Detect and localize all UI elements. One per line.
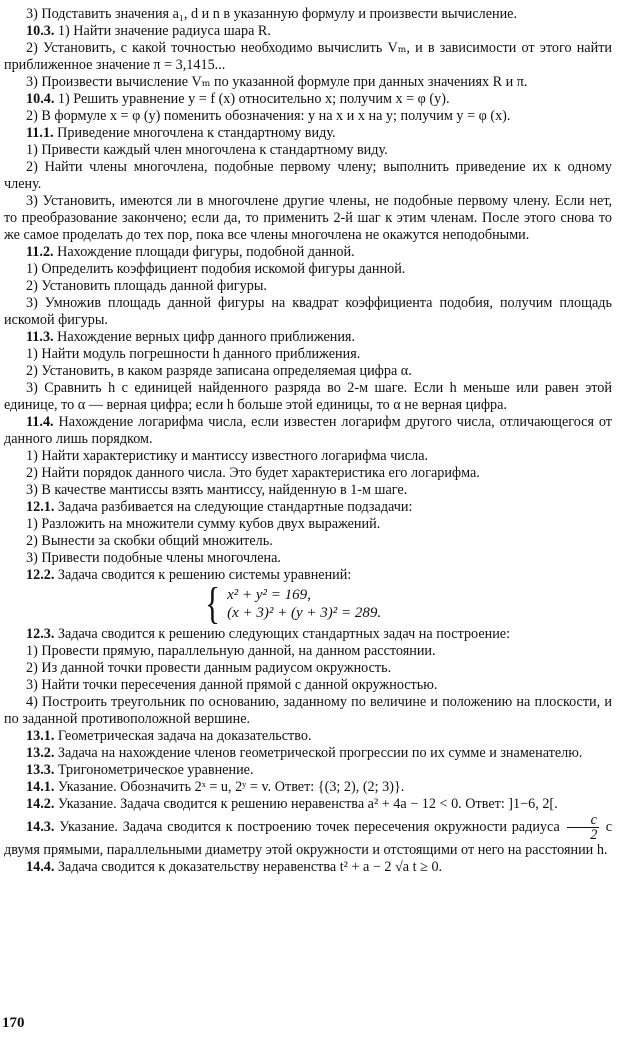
paragraph (4, 23, 612, 40)
paragraph-text: Указание. Задача сводится к построению точек пересечения окружности радиуса (59, 818, 560, 835)
paragraph-number: 10.4. (26, 91, 55, 107)
paragraph-number: 14.1. (26, 779, 55, 795)
paragraph-number: 14.3. (26, 818, 55, 835)
paragraph-number: 12.3. (26, 626, 55, 642)
paragraph (4, 380, 612, 414)
paragraph-14-4 (4, 859, 612, 876)
paragraph (4, 677, 612, 694)
paragraph (4, 346, 612, 363)
paragraph (4, 482, 612, 499)
paragraph (4, 108, 612, 125)
paragraph (4, 91, 612, 108)
paragraph-text: 1) Решить уравнение y = f (x) относительно x; получим x = φ (y). (57, 91, 450, 107)
paragraph-number: 11.4. (26, 414, 54, 430)
text-block-1 (4, 6, 612, 584)
paragraph (4, 278, 612, 295)
paragraph-text: 4) Построить треугольник по основанию, заданному по величине и положению на плоскости, и по заданной противоположной вершине. (4, 694, 612, 727)
paragraph (4, 694, 612, 728)
paragraph-number: 14.2. (26, 796, 55, 812)
paragraph (4, 550, 612, 567)
fraction-numerator: c (567, 813, 599, 828)
paragraph-number: 10.3. (26, 23, 55, 39)
paragraph-number: 13.1. (26, 728, 55, 744)
paragraph (4, 6, 612, 23)
paragraph (4, 643, 612, 660)
paragraph (4, 159, 612, 193)
paragraph-text: 2) Установить площадь данной фигуры. (26, 278, 267, 294)
paragraph-text: Тригонометрическое уравнение. (57, 762, 254, 778)
paragraph-text: 3) Произвести вычисление Vₘ по указанной формуле при данных значениях R и π. (26, 74, 528, 90)
paragraph (4, 533, 612, 550)
paragraph-text: с двумя прямыми, параллельными диаметру этой окружности и отстоящими от него на расстоянии h. (4, 818, 613, 858)
paragraph-text: 1) Определить коэффициент подобия искомой фигуры данной. (26, 261, 406, 277)
paragraph-number: 12.1. (26, 499, 55, 515)
paragraph-number: 13.3. (26, 762, 55, 778)
paragraph-text: 3) Установить, имеются ли в многочлене другие члены, не подобные первому члену. Если нет, то преобразование закончено; если да, то применить 2-й шаг к этим членам. После этого снова то же самое проделать до тех пор, пока все члены многочлена не окажутся неподобными. (4, 193, 612, 243)
paragraph (4, 796, 612, 813)
paragraph-text: 3) Умножив площадь данной фигуры на квадрат коэффициента подобия, получим площадь искомой фигуры. (4, 295, 612, 328)
paragraph-number: 13.2. (26, 745, 55, 761)
paragraph-text: 1) Найти характеристику и мантиссу известного логарифма числа. (26, 448, 429, 464)
equation-system (202, 579, 612, 628)
paragraph (4, 193, 612, 244)
paragraph-text: 3) В качестве мантиссы взять мантиссу, найденную в 1-м шаге. (26, 482, 408, 498)
equation-line-2: (x + 3)² + (y + 3)² = 289. (227, 605, 382, 621)
paragraph (4, 762, 612, 779)
paragraph-text: 1) Привести каждый член многочлена к стандартному виду. (26, 142, 388, 158)
fraction (567, 813, 599, 842)
paragraph (4, 465, 612, 482)
paragraph-number: 14.4. (26, 859, 55, 875)
paragraph (4, 745, 612, 762)
paragraph (4, 125, 612, 142)
equation-line-1: x² + y² = 169, (227, 587, 311, 603)
paragraph-text: Задача сводится к решению системы уравнений: (57, 567, 352, 583)
paragraph-text: Нахождение логарифма числа, если известен логарифм другого числа, отличающегося от данного лишь порядком. (4, 414, 612, 447)
paragraph-text: 1) Провести прямую, параллельную данной, на данном расстоянии. (26, 643, 436, 659)
paragraph-text: 2) Найти члены многочлена, подобные первому члену; выполнить приведение их к одному члену. (4, 159, 612, 192)
paragraph-text: 1) Найти модуль погрешности h данного приближения. (26, 346, 361, 362)
paragraph (4, 567, 612, 584)
paragraph-text: 2) Вынести за скобки общий множитель. (26, 533, 273, 549)
paragraph-text: Задача разбивается на следующие стандартные подзадачи: (57, 499, 413, 515)
paragraph-text: 2) Найти порядок данного числа. Это будет характеристика его логарифма. (26, 465, 480, 481)
paragraph-14-3 (4, 813, 612, 859)
paragraph-text: Нахождение верных цифр данного приближения. (57, 329, 356, 345)
fraction-denominator: 2 (590, 827, 598, 843)
paragraph-text: Указание. Обозначить 2ˣ = u, 2ʸ = v. Ответ: {(3; 2), (2; 3)}. (57, 779, 405, 795)
paragraph (4, 40, 612, 74)
paragraph (4, 363, 612, 380)
paragraph-text: Указание. Задача сводится к решению неравенства a² + 4a − 12 < 0. Ответ: ]1−6, 2[. (57, 796, 558, 812)
paragraph-text: Задача сводится к решению следующих стандартных задач на построение: (57, 626, 511, 642)
paragraph (4, 261, 612, 278)
paragraph (4, 74, 612, 91)
paragraph (4, 244, 612, 261)
paragraph-text: 1) Найти значение радиуса шара R. (57, 23, 271, 39)
brace: { (205, 579, 220, 628)
page-number: 170 (2, 1015, 25, 1031)
paragraph (4, 295, 612, 329)
paragraph-number: 12.2. (26, 567, 55, 583)
paragraph (4, 499, 612, 516)
paragraph-text: 2) Установить, с какой точностью необходимо вычислить Vₘ, и в зависимости от этого найти приближенное значение π = 3,1415... (4, 40, 612, 73)
paragraph (4, 779, 612, 796)
paragraph-text: 3) Привести подобные члены многочлена. (26, 550, 281, 566)
paragraph (4, 660, 612, 677)
paragraph-text: Задача сводится к доказательству неравенства t² + a − 2 √a t ≥ 0. (57, 859, 443, 875)
paragraph-text: 3) Подставить значения a₁, d и n в указанную формулу и произвести вычисление. (26, 6, 518, 22)
paragraph-text: 3) Сравнить h с единицей найденного разряда во 2-м шаге. Если h меньше или равен этой единице, то α — верная цифра; если h больше этой единицы, то α не верная цифра. (4, 380, 612, 413)
paragraph-text: 2) Установить, в каком разряде записана определяемая цифра α. (26, 363, 412, 379)
paragraph (4, 414, 612, 448)
paragraph-number: 11.3. (26, 329, 54, 345)
paragraph (4, 626, 612, 643)
paragraph-text: 2) Из данной точки провести данным радиусом окружность. (26, 660, 392, 676)
paragraph-text: Приведение многочлена к стандартному виду. (57, 125, 336, 141)
paragraph-text: 2) В формуле x = φ (y) поменить обозначения: y на x и x на y; получим y = φ (x). (26, 108, 511, 124)
paragraph-text: 1) Разложить на множители сумму кубов двух выражений. (26, 516, 381, 532)
paragraph-text: 3) Найти точки пересечения данной прямой с данной окружностью. (26, 677, 438, 693)
paragraph (4, 329, 612, 346)
paragraph-text: Геометрическая задача на доказательство. (57, 728, 312, 744)
paragraph (4, 142, 612, 159)
paragraph (4, 516, 612, 533)
paragraph (4, 728, 612, 745)
paragraph-text: Задача на нахождение членов геометрической прогрессии по их сумме и знаменателю. (57, 745, 583, 761)
text-block-2 (4, 626, 612, 813)
paragraph-text: Нахождение площади фигуры, подобной данной. (57, 244, 355, 260)
paragraph (4, 448, 612, 465)
paragraph-number: 11.1. (26, 125, 54, 141)
paragraph-number: 11.2. (26, 244, 54, 260)
